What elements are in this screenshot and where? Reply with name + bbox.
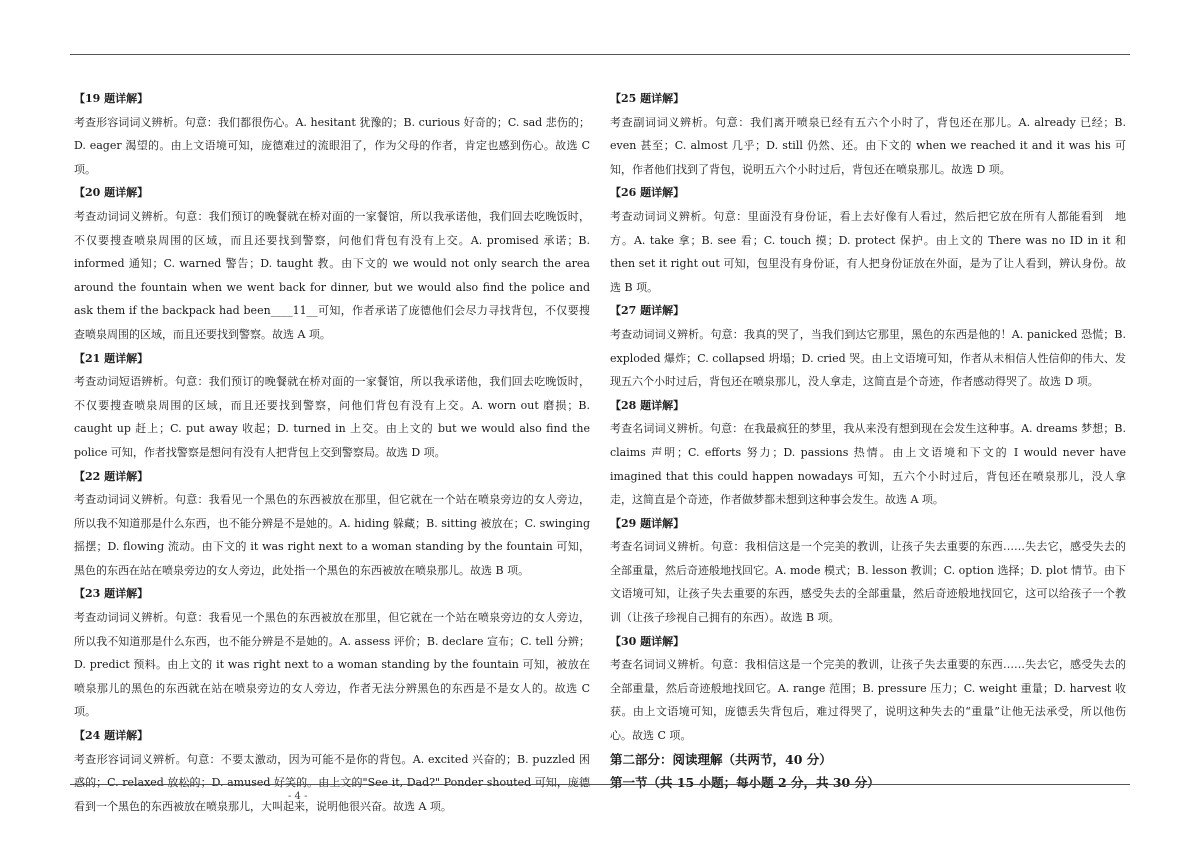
item-body: 考查动词词义辨析。句意：我看见一个黑色的东西被放在那里，但它就在一个站在喷泉旁边的女人旁边，所以我不知道那是什么东西，也不能分辨是不是她的。A. assess 评价；B. declare 宣布；C. tell 分辨；D. predict 预料。由上文的 it was right next to a woman standing by the fountain 可知，被放在喷泉那儿的黑色的东西就在站在喷泉旁边的女人旁边，作者无法分辨黑色的东西是不是女人的。故选 C 项。 <box>74 611 590 719</box>
item-26 <box>610 181 1126 299</box>
item-heading: 【29 题详解】 <box>610 516 685 530</box>
item-25 <box>610 87 1126 181</box>
item-28 <box>610 394 1126 512</box>
item-23 <box>74 582 590 724</box>
item-heading: 【22 题详解】 <box>74 469 149 483</box>
item-27 <box>610 299 1126 393</box>
item-21 <box>74 347 590 465</box>
item-heading: 【30 题详解】 <box>610 634 685 648</box>
item-heading: 【27 题详解】 <box>610 304 685 318</box>
item-heading: 【28 题详解】 <box>610 398 685 412</box>
item-19 <box>74 87 590 181</box>
top-rule <box>70 54 1130 55</box>
left-column <box>74 87 590 818</box>
item-body: 考查形容词词义辨析。句意：我们都很伤心。A. hesitant 犹豫的；B. curious 好奇的；C. sad 悲伤的；D. eager 渴望的。由上文语境可知，庞德难过的流眼泪了，作为父母的作者，肯定也感到伤心。故选 C 项。 <box>74 115 590 176</box>
item-body: 考查动词词义辨析。句意：我看见一个黑色的东西被放在那里，但它就在一个站在喷泉旁边的女人旁边，所以我不知道那是什么东西，也不能分辨是不是她的。A. hiding 躲藏；B. sitting 被放在；C. swinging 摇摆；D. flowing 流动。由下文的 it was right next to a woman standing by the fountain 可知，黑色的东西在站在喷泉旁边的女人旁边，此处指一个黑色的东西被放在喷泉那儿。故选 B 项。 <box>74 493 590 577</box>
item-body: 考查副词词义辨析。句意：我们离开喷泉已经有五六个小时了，背包还在那儿。A. already 已经；B. even 甚至；C. almost 几乎；D. still 仍然、还。由下文的 when we reached it and it was his 可知，作者他们找到了背包，说明五六个小时过后，背包还在喷泉那儿。故选 D 项。 <box>610 115 1126 176</box>
item-body: 考查动词词义辨析。句意：我真的哭了，当我们到达它那里，黑色的东西是他的！A. panicked 恐慌；B. exploded 爆炸；C. collapsed 坍塌；D. cried 哭。由上文语境可知，作者从未相信人性信仰的伟大、发现五六个小时过后，背包还在喷泉那儿，没人拿走，这简直是个奇迹，作者感动得哭了。故选 D 项。 <box>610 327 1126 389</box>
item-body: 考查动词短语辨析。句意：我们预订的晚餐就在桥对面的一家餐馆，所以我承诺他，我们回去吃晚饭时，不仅要搜查喷泉周围的区域，而且还要找到警察，问他们背包有没有上交。A. worn out 磨损；B. caught up 赶上；C. put away 收起；D. turned in 上交。由上文的 but we would also find the police 可知，作者找警察是想问有没有人把背包上交到警察局。故选 D 项。 <box>74 375 590 459</box>
section-title-section-one: 第一节（共 15 小题；每小题 2 分，共 30 分） <box>610 775 880 791</box>
item-heading: 【23 题详解】 <box>74 587 149 601</box>
item-body: 考查名词词义辨析。句意：我相信这是一个完美的教训，让孩子失去重要的东西……失去它，感受失去的全部重量，然后奇迹般地找回它。A. range 范围；B. pressure 压力；C. weight 重量；D. harvest 收获。由上文语境可知，庞德丢失背包后，难过得哭了，说明这种失去的“重量”让他无法承受，所以他伤心。故选 C 项。 <box>610 658 1126 743</box>
page-number: - 4 - <box>288 791 308 802</box>
item-heading: 【26 题详解】 <box>610 186 685 200</box>
item-20 <box>74 181 590 346</box>
section-title-part-two: 第二部分：阅读理解（共两节，40 分） <box>610 751 832 767</box>
item-body: 考查名词词义辨析。句意：我相信这是一个完美的教训，让孩子失去重要的东西……失去它，感受失去的全部重量，然后奇迹般地找回它。A. mode 模式；B. lesson 教训；C. option 选择；D. plot 情节。由下文语境可知，让孩子失去重要的东西，感受失去的全部重量，然后奇迹般地找回它，这可以给孩子一个教训（让孩子珍视自己拥有的东西）。故选 B 项。 <box>610 540 1126 625</box>
item-22 <box>74 465 590 583</box>
item-heading: 【19 题详解】 <box>74 92 149 105</box>
item-body: 考查动词词义辨析。句意：里面没有身份证，看上去好像有人看过，然后把它放在所有人都能看到 地方。A. take 拿；B. see 看；C. touch 摸；D. protect 保护。由上文的 There was no ID in it 和 then set it right out 可知，包里没有身份证，有人把身份证放在外面，是为了让人看到，辨认身份。故选 B 项。 <box>610 209 1126 294</box>
item-29 <box>610 512 1126 630</box>
item-heading: 【21 题详解】 <box>74 351 149 365</box>
item-24 <box>74 724 590 818</box>
right-column <box>610 87 1126 795</box>
item-body: 考查动词词义辨析。句意：我们预订的晚餐就在桥对面的一家餐馆，所以我承诺他，我们回去吃晚饭时，不仅要搜查喷泉周围的区域，而且还要找到警察，问他们背包有没有上交。A. promised 承诺；B. informed 通知；C. warned 警告；D. taught 教。由下文的 we would not only search the area around the fountain when we went back for dinner, but we would also find the police and ask them if the backpack had been____11__可知，作者承诺了庞德他们会尽力寻找背包，不仅要搜查喷泉周围的区域，而且还要找到警察。故选 A 项。 <box>74 209 590 341</box>
item-body: 考查名词词义辨析。句意：在我最疯狂的梦里，我从来没有想到现在会发生这种事。A. dreams 梦想；B. claims 声明；C. efforts 努力；D. passions 热情。由上文语境和下文的 I would never have imagined that this could happen nowadays 可知，五六个小时过后，背包还在喷泉那儿，没人拿走，这简直是个奇迹，作者做梦都未想到这种事会发生。故选 A 项。 <box>610 422 1126 507</box>
bottom-rule <box>70 784 1130 785</box>
item-30 <box>610 630 1126 748</box>
item-body: 考查形容词词义辨析。句意：不要太激动，因为可能不是你的背包。A. excited 兴奋的；B. puzzled 困惑的；C. relaxed 放松的；D. amused 好笑的。由上文的"See it, Dad?" Ponder shouted 可知，庞德看到一个黑色的东西被放在喷泉那儿，大叫起来，说明他很兴奋。故选 A 项。 <box>74 752 590 813</box>
item-heading: 【25 题详解】 <box>610 92 685 105</box>
item-heading: 【20 题详解】 <box>74 186 149 200</box>
item-heading: 【24 题详解】 <box>74 729 149 743</box>
